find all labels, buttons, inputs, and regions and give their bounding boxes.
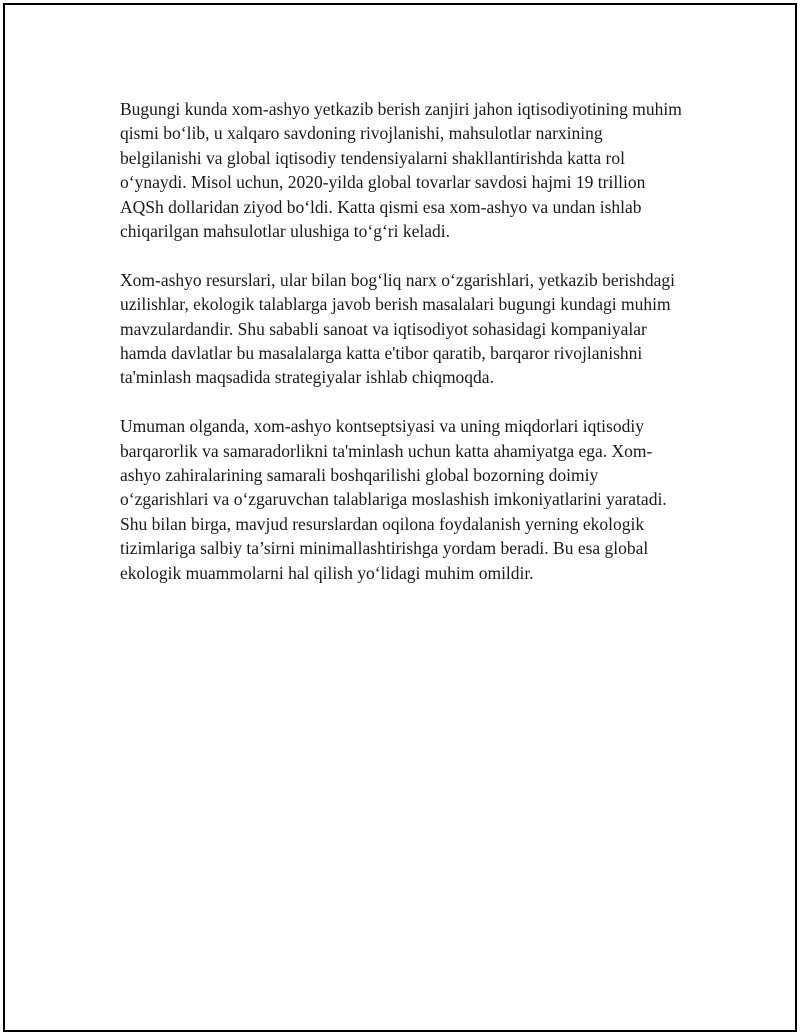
paragraph-1: Bugungi kunda xom-ashyo yetkazib berish zanjiri jahon iqtisodiyotining muhim qismi bo‘lib, u xalqaro savdoning rivojlanishi, mahsulotlar narxining belgilanishi va global iqtisodiy tendensiyalarni shakllantirishda katta rol o‘ynaydi. Misol uchun, 2020-yilda global tovarlar savdosi hajmi 19 trillion AQSh dollaridan ziyod bo‘ldi. Katta qismi esa xom-ashyo va undan ishlab chiqarilgan mahsulotlar ulushiga to‘g‘ri keladi. xyxy=(120,99,682,242)
document-body xyxy=(120,97,685,609)
document-page xyxy=(3,3,797,1032)
paragraph-3: Umuman olganda, xom-ashyo kontseptsiyasi va uning miqdorlari iqtisodiy barqarorlik va samaradorlikni ta'minlash uchun katta ahamiyatga ega. Xom-ashyo zahiralarining samarali boshqarilishi global bozorning doimiy o‘zgarishlari va o‘zgaruvchan talablariga moslashish imkoniyatlarini yaratadi. Shu bilan birga, mavjud resurslardan oqilona foydalanish yerning ekologik tizimlariga salbiy ta’sirni minimallashtirishga yordam beradi. Bu esa global ekologik muammolarni hal qilish yo‘lidagi muhim omildir. xyxy=(120,416,667,583)
paragraph-2: Xom-ashyo resurslari, ular bilan bog‘liq narx o‘zgarishlari, yetkazib berishdagi uzilishlar, ekologik talablarga javob berish masalalari bugungi kundagi muhim mavzulardandir. Shu sababli sanoat va iqtisodiyot sohasidagi kompaniyalar hamda davlatlar bu masalalarga katta e'tibor qaratib, barqaror rivojlanishni ta'minlash maqsadida strategiyalar ishlab chiqmoqda. xyxy=(120,269,675,388)
